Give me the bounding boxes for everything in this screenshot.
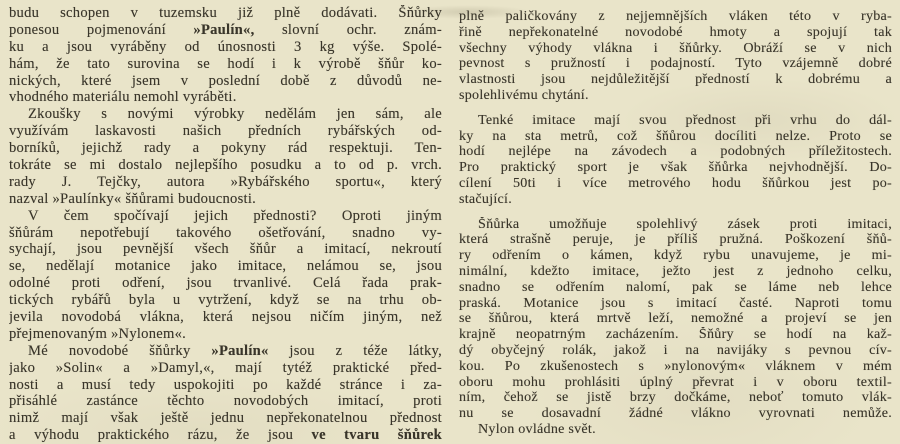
text-line: hám, že tato surovina se hodí i k výrobě šňůr ko-	[9, 55, 442, 72]
text-line: a výhodu praktického rázu, že jsou ve tvaru šňůrek	[9, 427, 442, 444]
text-line: Šňůrka umožňuje spolehlivý zásek proti imitaci,	[478, 216, 892, 232]
paragraph	[459, 9, 892, 104]
text-line: V čem spočívají jejich přednosti? Oproti jiným	[28, 207, 442, 224]
text-line: jevila novodobá vlákna, která nejsou ničím jiným, než	[9, 309, 442, 326]
paragraph	[459, 113, 892, 208]
text-line: nimální, kdežto imitace, ježto jest z jednoho celku,	[459, 263, 892, 279]
text-line: vhodného materiálu nemohl vyráběti.	[9, 89, 237, 106]
text-line: krajně neopatrným zacházením. Šňůry se hodí na kaž-	[459, 327, 892, 343]
text-line: praská. Motanice jsou s imitací časté. Naproti tomu	[459, 295, 892, 311]
text-line: stačující.	[459, 191, 512, 207]
text-line: Zkoušky s novými výrobky nedělám jen sám, ale	[28, 106, 442, 123]
text-line: sychají, jsou pevnější všech šňůr a imitací, nekroutí	[9, 241, 442, 258]
text-line: pevnost s pružností i podajností. Tyto vzájemně dobré	[459, 56, 892, 72]
text-line: ry odřením o kámen, když rybu unavujeme, je mi-	[459, 248, 892, 264]
text-line: oboru mohu prohlásiti úplný převrat i v oboru textil-	[459, 374, 892, 390]
text-line: přisáhlé zastánce těchto novodobých imitací, proti	[9, 393, 442, 410]
text-line: se šňůrou, která mrtvě leží, nemožné a projeví se jen	[459, 311, 892, 327]
text-line: Nylon ovládne svět.	[478, 421, 596, 437]
text-line: cílení 50ti i více metrového hodu šňůrkou jest po-	[459, 175, 892, 191]
text-column-left	[9, 5, 442, 444]
text-line: odolné proti odření, jsou trvanlivé. Celá řada prak-	[9, 275, 442, 292]
text-line: přejmenovaným »Nylonem«.	[9, 325, 187, 342]
text-line: hodí nejlépe na závodech a podobných příležitostech.	[459, 144, 892, 160]
text-line: vlastnosti jsou nejdůležitější předností k dobrému a	[459, 72, 892, 88]
text-line: Pro praktický sport je však šňůrka nejvhodnější. Do-	[459, 160, 892, 176]
text-line: tických rybářů byla u vytržení, když se na trhu ob-	[9, 292, 442, 309]
text-line: nu se dosavadní žádné vlákno vyrovnati nemůže.	[459, 406, 892, 422]
text-line: borníků, jejichž rady a pokyny rád respektuji. Ten-	[9, 140, 442, 157]
text-line: ky na sta metrů, což šňůrou docíliti nelze. Proto se	[459, 128, 892, 144]
text-line: využívám laskavosti našich předních rybářských od-	[9, 123, 442, 140]
paragraph	[459, 217, 892, 422]
text-line: spolehlivému chytání.	[459, 87, 589, 103]
paragraph	[9, 106, 442, 207]
text-line: Tenké imitace mají svou přednost při vrhu do dál-	[478, 112, 892, 128]
text-line: snadno se odřením nalomí, pak se láme neb lehce	[459, 279, 892, 295]
text-line: řině nepřekonatelné novodobé hmoty a spojují tak	[459, 24, 892, 40]
text-line: budu schopen v tuzemsku již plně dodávati. Šňůrky	[9, 5, 442, 21]
text-line: tokráte se mi dostalo nejlepšího posudku a to od p. vrch.	[9, 157, 442, 174]
text-line: Mé novodobé šňůrky »Paulín« jsou z téže látky,	[28, 342, 442, 359]
text-line: plně paličkovány z nejjemnějších vláken této v ryba-	[459, 9, 892, 24]
text-line: ponesou pojmenování »Paulín«, slovní ochr. znám-	[9, 21, 442, 38]
text-line: nosti a musí tedy uspokojiti po každé stránce i za-	[9, 376, 442, 393]
text-line: nazval »Paulínky« šňůrami budoucnosti.	[9, 190, 257, 207]
text-line: se, nedělají motanice jako imitace, nelámou se, jsou	[9, 258, 442, 275]
paragraph	[459, 422, 892, 438]
paragraph	[9, 343, 442, 444]
text-line: dý obyčejný rolák, jakož i na navijáky s pevnou cív-	[459, 342, 892, 358]
text-line: ku a jsou vyráběny od únosnosti 3 kg výše. Spolé-	[9, 38, 442, 55]
text-line: která strašně peruje, je příliš pružná. Poškození šňů-	[459, 232, 892, 248]
text-line: šňůrám nepotřebují takového ošetřování, snadno vy-	[9, 224, 442, 241]
text-line: všechny výhody vlákna i šňůrky. Obráží se v nich	[459, 40, 892, 56]
text-line: nimž mají však ještě jednu nepřekonatelnou přednost	[9, 410, 442, 427]
paragraph	[9, 208, 442, 343]
paragraph	[9, 5, 442, 106]
text-line: nických, které jsem v poslední době z důvodů ne-	[9, 72, 442, 89]
text-column-right	[459, 5, 892, 444]
text-line: jako »Solin« a »Damyl,«, mají tytéž praktické před-	[9, 359, 442, 376]
text-line: kou. Po zkušenostech s »nylonovým« vláknem v mém	[459, 358, 892, 374]
text-line: ním, čehož se jistě brzy dočkáme, neboť tomuto vlák-	[459, 390, 892, 406]
text-line: rady J. Tejčky, autora »Rybářského sportu«, který	[9, 173, 442, 190]
